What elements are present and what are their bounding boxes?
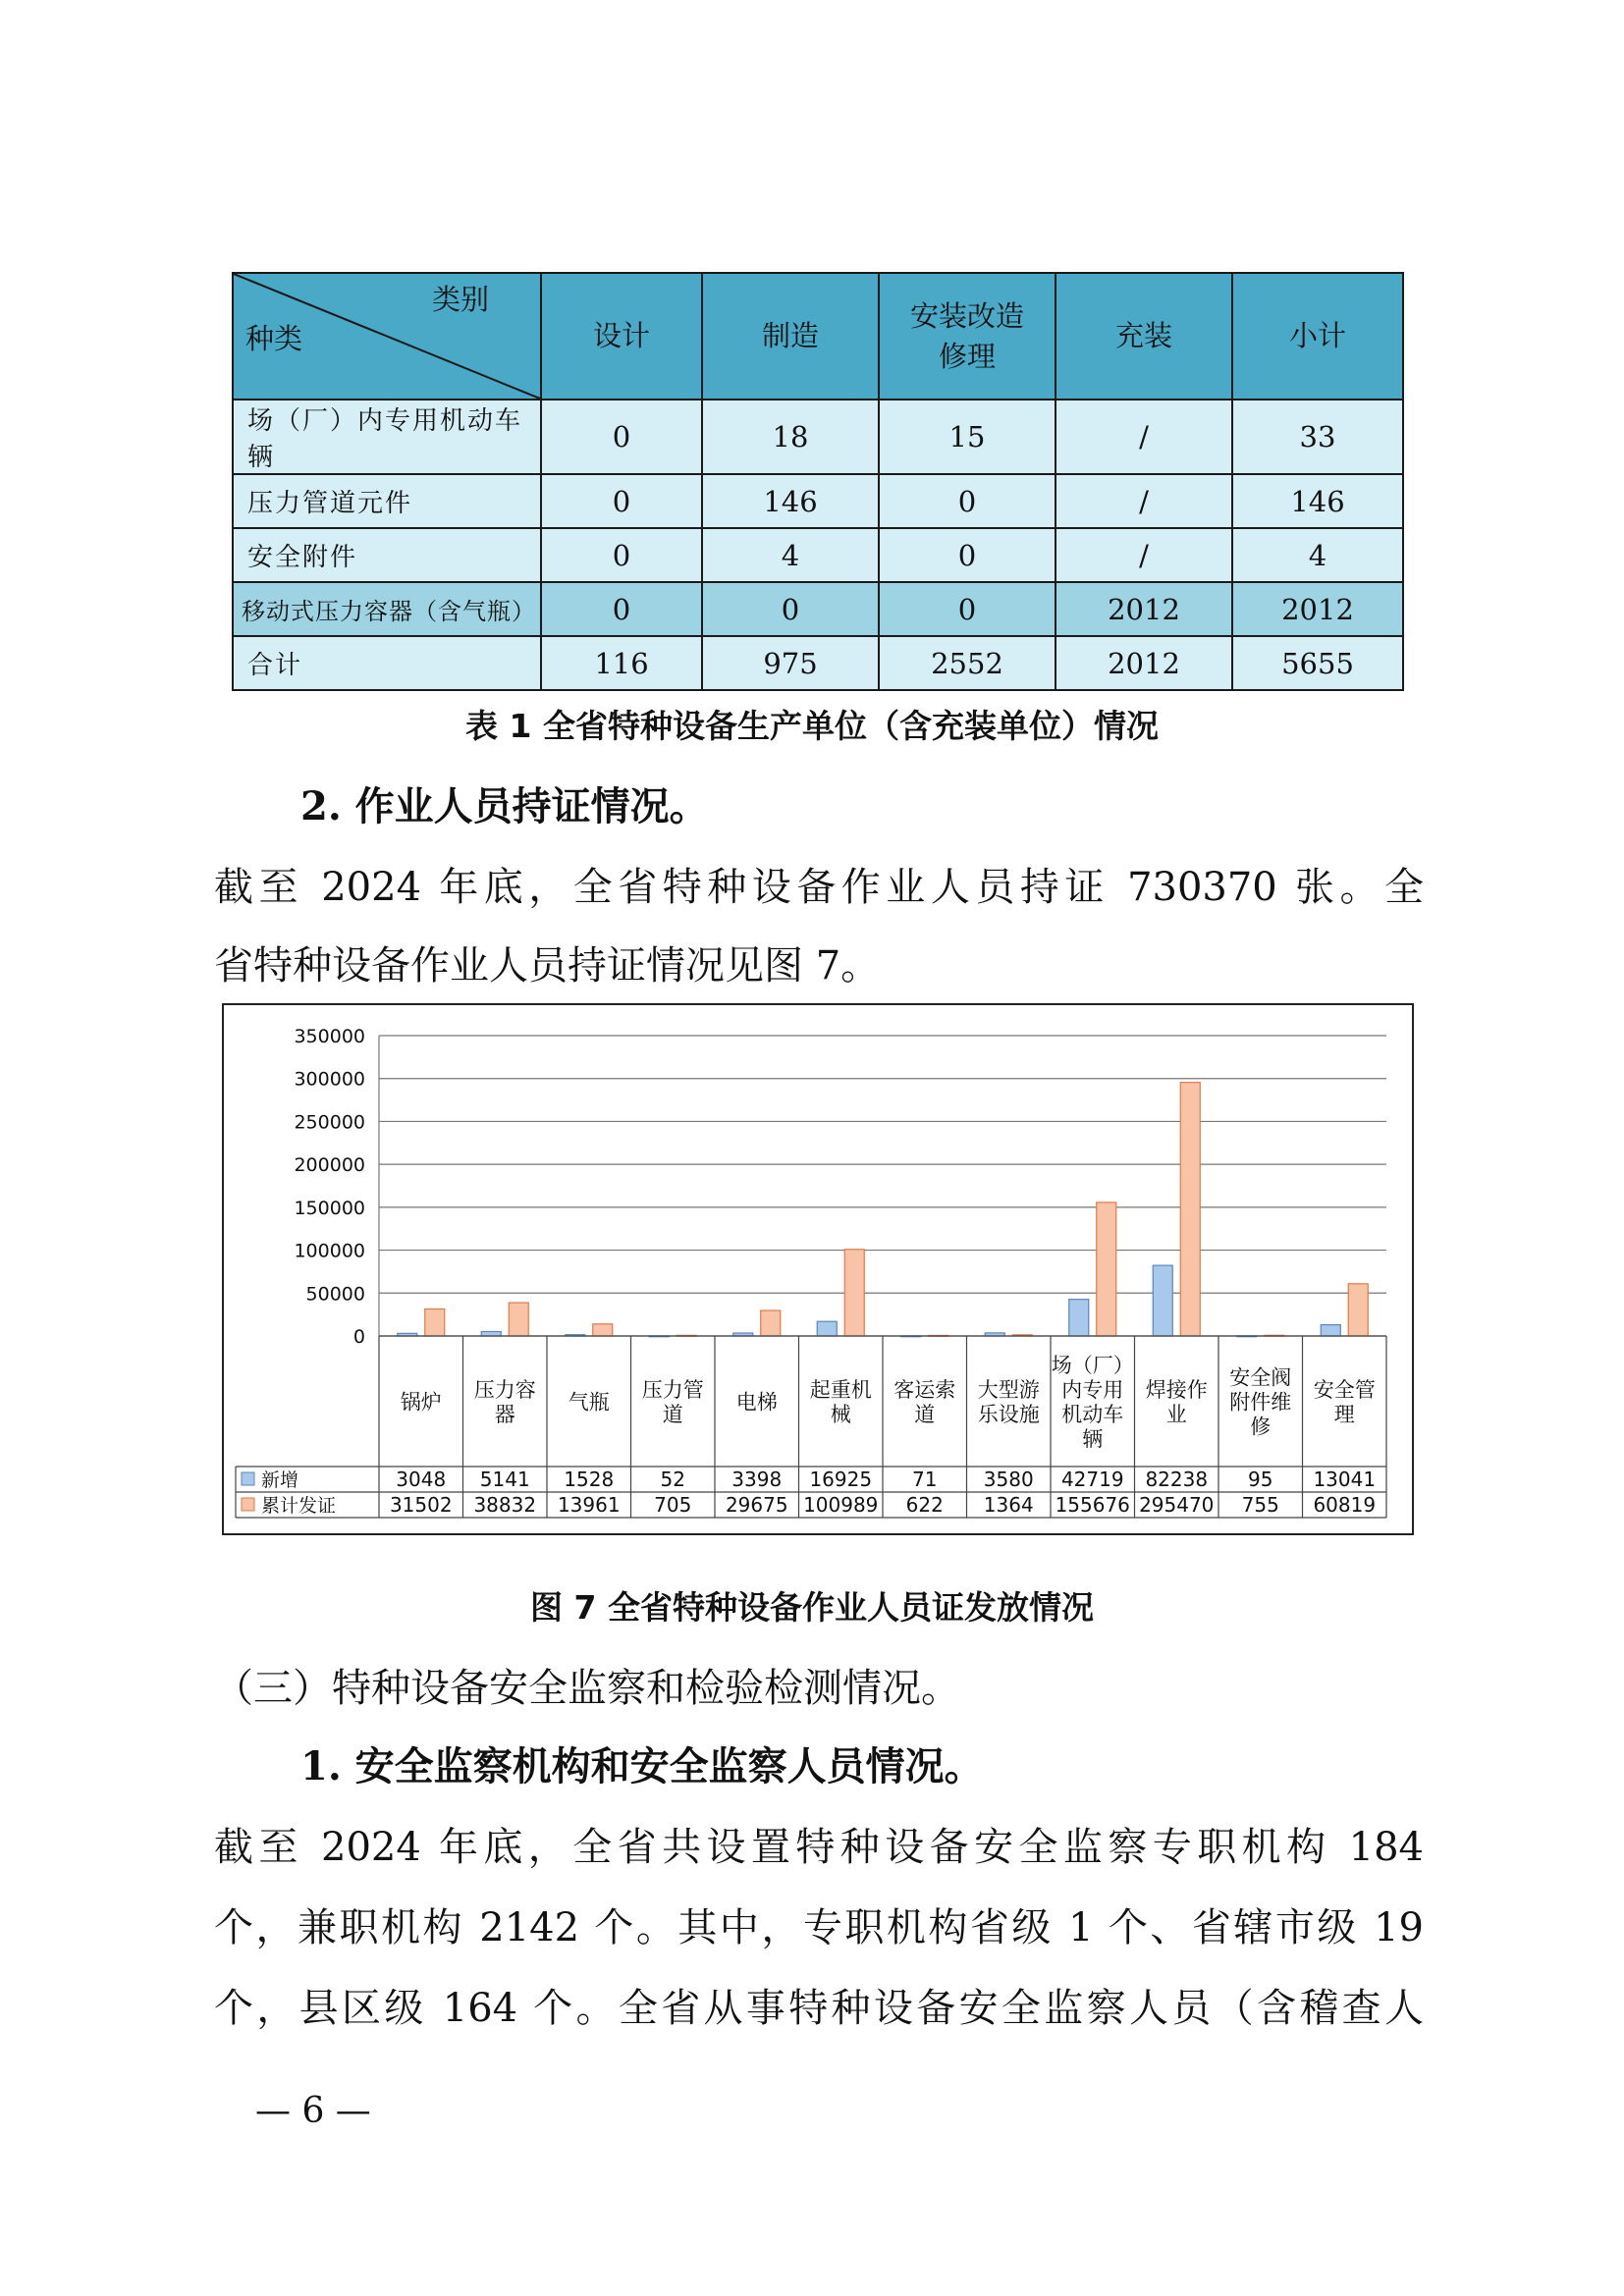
y-tick-label: 100000 [294, 1240, 365, 1262]
bar-cumulative [761, 1310, 781, 1336]
chart-frame [223, 1004, 1413, 1534]
table-cell: 2012 [1232, 582, 1403, 636]
table-cell: 2552 [879, 636, 1056, 690]
bar-cumulative [593, 1324, 613, 1336]
table-cell: 5655 [1232, 636, 1403, 690]
data-value: 3580 [983, 1468, 1034, 1491]
legend-key [242, 1498, 254, 1511]
data-value: 95 [1248, 1468, 1273, 1491]
bar-cumulative [1180, 1083, 1200, 1336]
category-label: 起重机械 [809, 1378, 872, 1426]
data-value: 82238 [1145, 1468, 1209, 1491]
y-tick-label: 0 [352, 1326, 365, 1348]
production-units-table [232, 272, 1404, 691]
bar-cumulative [844, 1250, 864, 1336]
table-caption: 表 1 全省特种设备生产单位（含充装单位）情况 [465, 707, 1159, 745]
diagonal-header-cell [233, 273, 541, 400]
bar-cumulative [425, 1308, 445, 1336]
header-kind-label: 种类 [245, 322, 303, 355]
data-value: 52 [660, 1468, 685, 1491]
category-label: 电梯 [735, 1390, 778, 1415]
chart-caption: 图 7 全省特种设备作业人员证发放情况 [530, 1588, 1094, 1627]
y-tick-label: 200000 [294, 1154, 365, 1177]
data-value: 42719 [1060, 1468, 1124, 1491]
table-cell: 0 [541, 400, 702, 474]
data-value: 622 [905, 1493, 944, 1517]
table-cell: 2012 [1056, 636, 1232, 690]
category-label: 客运索道 [893, 1378, 956, 1426]
bar-new [817, 1321, 837, 1336]
legend-key [242, 1472, 254, 1485]
table-row [233, 528, 1403, 582]
table-cell: 0 [879, 474, 1056, 528]
table-cell: 4 [1232, 528, 1403, 582]
category-label: 气瓶 [568, 1390, 610, 1415]
data-value: 60819 [1313, 1493, 1377, 1517]
data-value: 3048 [396, 1468, 447, 1491]
y-tick-label: 350000 [294, 1026, 365, 1047]
data-value: 1364 [983, 1493, 1034, 1517]
paragraph-line: 省特种设备作业人员持证情况见图 7。 [214, 943, 881, 988]
bar-new [481, 1332, 501, 1336]
category-label: 场（厂）内专用机动车辆 [1051, 1354, 1134, 1451]
data-value: 16925 [809, 1468, 873, 1491]
table-cell: 18 [702, 400, 879, 474]
table-cell: / [1056, 528, 1232, 582]
table-cell: 146 [1232, 474, 1403, 528]
table-cell: 2012 [1056, 582, 1232, 636]
table-cell: / [1056, 400, 1232, 474]
row-label: 安全附件 [233, 528, 541, 582]
category-label: 安全管理 [1313, 1378, 1376, 1426]
table-cell: 0 [879, 528, 1056, 582]
series-label: 新增 [261, 1469, 299, 1491]
data-value: 29675 [725, 1493, 788, 1517]
paragraph-line: 个，县区级 164 个。全省从事特种设备安全监察人员（含稽查人 [214, 1986, 1424, 2031]
table-cell: 0 [879, 582, 1056, 636]
y-tick-label: 250000 [294, 1111, 365, 1134]
sub-heading: 1. 安全监察机构和安全监察人员情况。 [300, 1743, 984, 1789]
data-value: 3398 [731, 1468, 783, 1491]
row-label: 压力管道元件 [233, 474, 541, 528]
table-cell: 116 [541, 636, 702, 690]
row-label: 场（厂）内专用机动车辆 [233, 400, 541, 474]
certificates-bar-chart [222, 1003, 1414, 1535]
table-cell: 15 [879, 400, 1056, 474]
column-header: 设计 [541, 273, 702, 400]
data-value: 13041 [1313, 1468, 1377, 1491]
column-header: 制造 [702, 273, 879, 400]
bar-cumulative [1348, 1284, 1368, 1336]
y-tick-label: 300000 [294, 1068, 365, 1091]
table-cell: 146 [702, 474, 879, 528]
category-label: 安全阀附件维修 [1229, 1365, 1292, 1439]
table-cell: 0 [541, 474, 702, 528]
category-label: 大型游乐设施 [977, 1378, 1040, 1426]
data-value: 295470 [1139, 1493, 1215, 1517]
series-label: 累计发证 [261, 1495, 337, 1517]
header-category-label: 类别 [431, 283, 489, 316]
data-value: 755 [1241, 1493, 1279, 1517]
section-heading: （三）特种设备安全监察和检验检测情况。 [214, 1666, 960, 1711]
section-heading: 2. 作业人员持证情况。 [300, 783, 709, 829]
table-header-row [233, 273, 1403, 400]
data-value: 100989 [803, 1493, 879, 1517]
bar-new [1321, 1325, 1340, 1336]
row-label: 合计 [233, 636, 541, 690]
table-cell: 0 [541, 582, 702, 636]
table-row [233, 474, 1403, 528]
data-value: 38832 [473, 1493, 537, 1517]
table-total-row [233, 636, 1403, 690]
bar-cumulative [1097, 1202, 1116, 1336]
bar-new [1069, 1300, 1089, 1336]
column-header: 安装改造 修理 [879, 273, 1056, 400]
category-label: 压力容器 [473, 1378, 536, 1426]
data-value: 1528 [564, 1468, 615, 1491]
y-tick-label: 150000 [294, 1197, 365, 1219]
table-row [233, 400, 1403, 474]
table-cell: 33 [1232, 400, 1403, 474]
data-value: 71 [912, 1468, 938, 1491]
category-label: 锅炉 [400, 1390, 442, 1415]
table-cell: 4 [702, 528, 879, 582]
data-value: 705 [654, 1493, 692, 1517]
table-cell: 0 [702, 582, 879, 636]
page-number: — 6 — [255, 2091, 371, 2131]
table-cell: / [1056, 474, 1232, 528]
category-label: 压力管道 [641, 1378, 704, 1426]
data-value: 13961 [557, 1493, 621, 1517]
data-value: 155676 [1055, 1493, 1130, 1517]
row-label: 移动式压力容器（含气瓶） [233, 582, 541, 636]
column-header: 充装 [1056, 273, 1232, 400]
category-label: 焊接作业 [1145, 1378, 1208, 1426]
table-cell: 0 [541, 528, 702, 582]
bar-cumulative [509, 1303, 528, 1336]
table-row [233, 582, 1403, 636]
table-cell: 975 [702, 636, 879, 690]
bar-new [1153, 1265, 1172, 1336]
column-header: 小计 [1232, 273, 1403, 400]
data-value: 5141 [479, 1468, 530, 1491]
paragraph-line: 截至 2024 年底，全省共设置特种设备安全监察专职机构 184 [214, 1825, 1424, 1870]
paragraph-line: 个，兼职机构 2142 个。其中，专职机构省级 1 个、省辖市级 19 [214, 1905, 1424, 1950]
data-value: 31502 [389, 1493, 453, 1517]
y-tick-label: 50000 [305, 1283, 365, 1306]
paragraph-line: 截至 2024 年底，全省特种设备作业人员持证 730370 张。全 [214, 865, 1424, 910]
